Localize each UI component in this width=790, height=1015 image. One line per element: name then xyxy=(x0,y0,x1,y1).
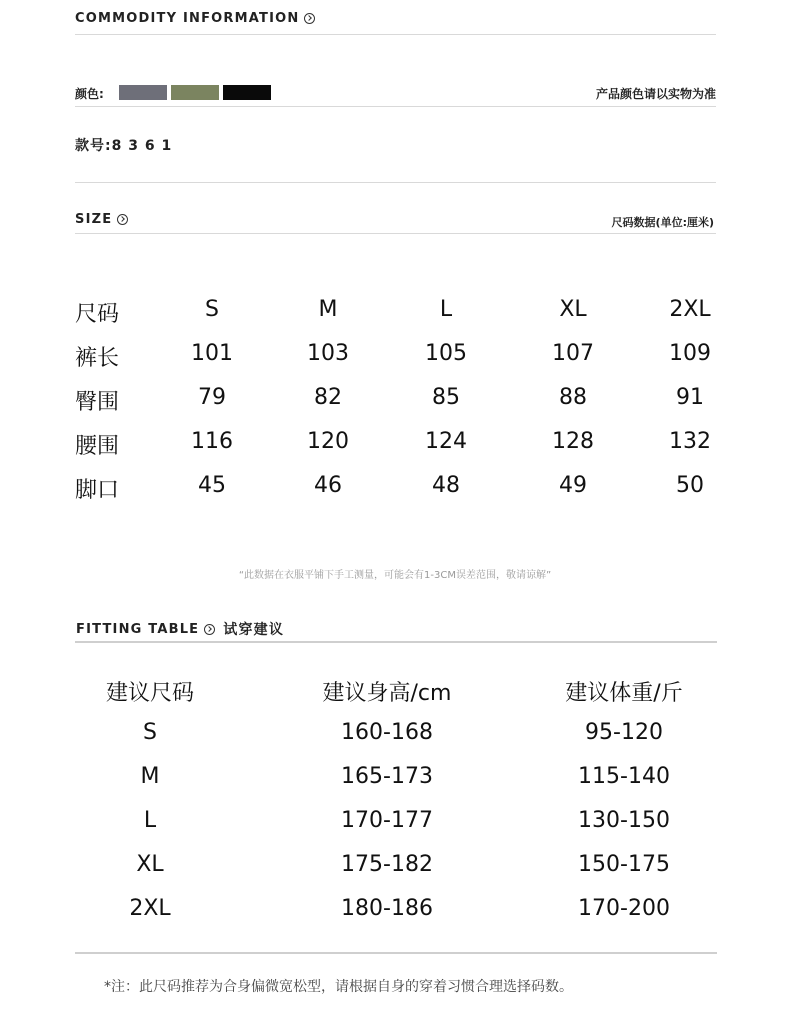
fitting-table-cell: XL xyxy=(136,852,164,877)
unit-note: 尺码数据(单位:厘米) xyxy=(611,216,714,229)
size-header-cell: L xyxy=(439,297,453,322)
size-row-label: 臀围 xyxy=(75,390,120,415)
size-row-label: 腰围 xyxy=(75,434,120,459)
fitting-table-cell: 150-175 xyxy=(578,852,670,877)
size-table-cell: 88 xyxy=(559,385,587,410)
size-header-cell: S xyxy=(205,297,219,322)
divider xyxy=(75,182,716,183)
fitting-title-text: FITTING TABLE xyxy=(76,621,200,637)
fitting-section-title xyxy=(76,619,284,639)
style-number: 款号:8 3 6 1 xyxy=(75,138,173,154)
size-header-cell: XL xyxy=(559,297,587,322)
size-table-cell: 45 xyxy=(198,473,226,498)
fitting-header-cell: 建议身高/cm xyxy=(322,681,452,706)
size-table-cell: 120 xyxy=(307,429,349,454)
size-table-cell: 116 xyxy=(191,429,233,454)
size-table-cell: 46 xyxy=(314,473,342,498)
chevron-circle-icon xyxy=(304,13,315,24)
size-table-cell: 48 xyxy=(432,473,460,498)
size-table-cell: 132 xyxy=(669,429,711,454)
size-header-cell: 2XL xyxy=(669,297,711,322)
fitting-table-cell: 115-140 xyxy=(578,764,670,789)
size-table-cell: 107 xyxy=(552,341,594,366)
fitting-table-cell: S xyxy=(143,720,157,745)
chevron-circle-icon xyxy=(204,624,215,635)
fitting-table-cell: 170-177 xyxy=(341,808,433,833)
size-table-cell: 79 xyxy=(198,385,226,410)
measure-note: “此数据在衣服平铺下手工测量，可能会有1-3CM误差范围，敬请谅解” xyxy=(238,570,552,581)
fitting-table-cell: 180-186 xyxy=(341,896,433,921)
size-row-label: 裤长 xyxy=(75,346,120,371)
size-table-cell: 103 xyxy=(307,341,349,366)
size-table-cell: 105 xyxy=(425,341,467,366)
fitting-table-cell: 160-168 xyxy=(341,720,433,745)
fitting-header-cell: 建议尺码 xyxy=(105,681,195,706)
fitting-table-cell: L xyxy=(143,808,157,833)
fitting-subtitle: 试穿建议 xyxy=(223,622,285,638)
fitting-table-cell: M xyxy=(140,764,160,789)
color-swatch-gray xyxy=(119,85,167,100)
size-table-cell: 49 xyxy=(559,473,587,498)
commodity-title-text: COMMODITY INFORMATION xyxy=(75,11,300,26)
color-swatch-olive xyxy=(171,85,219,100)
fitting-table-cell: 170-200 xyxy=(578,896,670,921)
size-table-cell: 82 xyxy=(314,385,342,410)
color-note: 产品颜色请以实物为准 xyxy=(595,87,716,101)
fitting-table-cell: 165-173 xyxy=(341,764,433,789)
color-label: 颜色: xyxy=(75,87,104,101)
divider xyxy=(75,641,717,643)
fitting-table-cell: 130-150 xyxy=(578,808,670,833)
fitting-table-cell: 2XL xyxy=(129,896,171,921)
size-table-cell: 128 xyxy=(552,429,594,454)
size-header-cell: M xyxy=(318,297,338,322)
commodity-section-title xyxy=(75,11,315,26)
size-table-cell: 50 xyxy=(676,473,704,498)
divider xyxy=(75,233,716,234)
divider xyxy=(75,952,717,954)
divider xyxy=(75,106,716,107)
size-header-label: 尺码 xyxy=(75,302,120,327)
chevron-circle-icon xyxy=(117,214,128,225)
size-title-text: SIZE xyxy=(75,212,113,227)
fitting-header-cell: 建议体重/斤 xyxy=(565,681,683,706)
size-table-cell: 101 xyxy=(191,341,233,366)
divider xyxy=(75,34,716,35)
color-swatch-black xyxy=(223,85,271,100)
size-table-cell: 91 xyxy=(676,385,704,410)
size-table-cell: 109 xyxy=(669,341,711,366)
size-table-cell: 85 xyxy=(432,385,460,410)
footnote: *注：此尺码推荐为合身偏微宽松型，请根据自身的穿着习惯合理选择码数。 xyxy=(104,979,573,995)
size-section-title xyxy=(75,212,128,227)
size-table-cell: 124 xyxy=(425,429,467,454)
size-row-label: 脚口 xyxy=(75,478,120,503)
fitting-table-cell: 95-120 xyxy=(585,720,663,745)
fitting-table-cell: 175-182 xyxy=(341,852,433,877)
